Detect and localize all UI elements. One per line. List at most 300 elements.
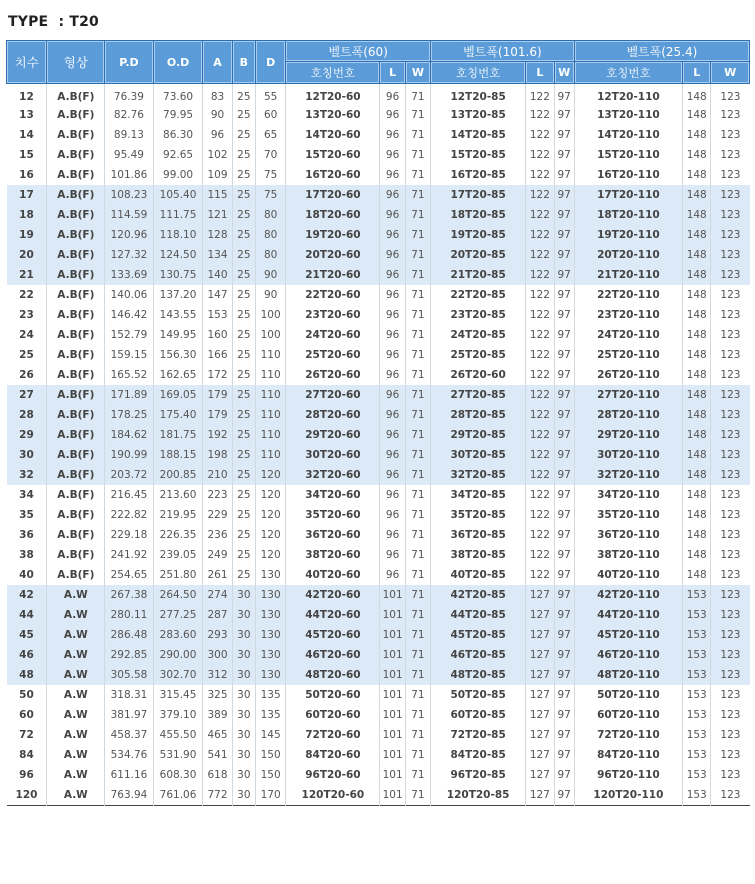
cell-w-60: 71 xyxy=(405,125,430,145)
cell-b: 30 xyxy=(232,745,255,765)
cell-size: 28 xyxy=(7,405,47,425)
cell-l-25: 148 xyxy=(683,225,711,245)
cell-l-60: 101 xyxy=(380,685,405,705)
cell-l-60: 101 xyxy=(380,665,405,685)
cell-w-60: 71 xyxy=(405,385,430,405)
cell-code-101: 15T20-85 xyxy=(431,145,526,165)
cell-l-60: 96 xyxy=(380,185,405,205)
cell-a: 115 xyxy=(203,185,232,205)
cell-shape: A.B(F) xyxy=(47,225,105,245)
cell-od: 92.65 xyxy=(153,145,203,165)
col-code-60: 호칭번호 xyxy=(286,62,380,84)
cell-code-60: 24T20-60 xyxy=(286,325,380,345)
cell-code-101: 23T20-85 xyxy=(431,305,526,325)
cell-b: 25 xyxy=(232,545,255,565)
cell-d: 90 xyxy=(255,265,285,285)
cell-l-101: 127 xyxy=(526,625,554,645)
cell-size: 16 xyxy=(7,165,47,185)
cell-shape: A.W xyxy=(47,725,105,745)
cell-w-25: 123 xyxy=(720,289,741,301)
cell-code-60: 20T20-60 xyxy=(286,245,380,265)
cell-b: 25 xyxy=(232,245,255,265)
cell-pd: 140.06 xyxy=(105,285,154,305)
cell-w-25: 123 xyxy=(711,245,750,265)
cell-w-60: 71 xyxy=(405,425,430,445)
cell-l-25: 153 xyxy=(683,685,711,705)
col-l-25: L xyxy=(683,62,711,84)
cell-w-60: 71 xyxy=(405,225,430,245)
cell-code-60: 38T20-60 xyxy=(286,545,380,565)
cell-b: 25 xyxy=(232,485,255,505)
cell-a: 198 xyxy=(203,445,232,465)
cell-w-60: 71 xyxy=(405,545,430,565)
cell-code-101: 30T20-85 xyxy=(431,445,526,465)
cell-code-25: 60T20-110 xyxy=(574,705,682,725)
cell-code-60: 84T20-60 xyxy=(286,745,380,765)
cell-shape: A.B(F) xyxy=(47,405,105,425)
cell-w-101: 97 xyxy=(554,725,574,745)
cell-a: 134 xyxy=(203,245,232,265)
cell-size: 29 xyxy=(7,425,47,445)
cell-l-60: 96 xyxy=(380,225,405,245)
table-row xyxy=(7,385,750,405)
cell-w-60: 71 xyxy=(405,745,430,765)
cell-pd: 184.62 xyxy=(105,425,154,445)
cell-b: 25 xyxy=(232,365,255,385)
cell-l-101: 122 xyxy=(526,245,554,265)
cell-w-101: 97 xyxy=(554,205,574,225)
cell-od: 455.50 xyxy=(153,725,203,745)
cell-code-101: 21T20-85 xyxy=(431,265,526,285)
cell-w-25: 123 xyxy=(720,489,741,501)
cell-od: 124.50 xyxy=(153,245,203,265)
cell-b: 30 xyxy=(232,765,255,785)
cell-code-101: 40T20-85 xyxy=(431,565,526,585)
table-row xyxy=(7,625,750,645)
cell-w-25: 123 xyxy=(720,549,741,561)
cell-w-25: 123 xyxy=(720,689,741,701)
cell-w-25: 123 xyxy=(720,129,741,141)
cell-w-60: 71 xyxy=(405,785,430,806)
cell-code-60: 17T20-60 xyxy=(286,185,380,205)
cell-pd: 292.85 xyxy=(105,645,154,665)
cell-code-60: 35T20-60 xyxy=(286,505,380,525)
cell-w-60: 71 xyxy=(405,465,430,485)
cell-a: 166 xyxy=(203,345,232,365)
cell-code-25: 25T20-110 xyxy=(574,345,682,365)
cell-a: 287 xyxy=(203,605,232,625)
cell-code-60: 12T20-60 xyxy=(286,84,380,106)
table-row xyxy=(7,705,750,725)
cell-a: 325 xyxy=(203,685,232,705)
cell-w-101: 97 xyxy=(554,645,574,665)
cell-code-25: 20T20-110 xyxy=(574,245,682,265)
cell-a: 96 xyxy=(203,125,232,145)
cell-l-101: 122 xyxy=(526,84,554,106)
cell-pd: 318.31 xyxy=(105,685,154,705)
cell-shape: A.B(F) xyxy=(47,245,105,265)
cell-w-60: 71 xyxy=(405,365,430,385)
cell-pd: 178.25 xyxy=(105,405,154,425)
cell-code-101: 44T20-85 xyxy=(431,605,526,625)
table-row xyxy=(7,125,750,145)
cell-w-60: 71 xyxy=(405,625,430,645)
cell-code-101: 45T20-85 xyxy=(431,625,526,645)
cell-d: 130 xyxy=(255,665,285,685)
cell-code-101: 36T20-85 xyxy=(431,525,526,545)
cell-code-60: 30T20-60 xyxy=(286,445,380,465)
cell-code-101: 14T20-85 xyxy=(431,125,526,145)
table-row xyxy=(7,785,750,806)
type-title: TYPE : T20 xyxy=(8,14,99,30)
cell-code-25: 18T20-110 xyxy=(574,205,682,225)
table-row xyxy=(7,445,750,465)
cell-l-25: 148 xyxy=(683,285,711,305)
cell-code-25: 26T20-110 xyxy=(574,365,682,385)
cell-code-101: 42T20-85 xyxy=(431,585,526,605)
cell-l-60: 96 xyxy=(380,385,405,405)
cell-l-25: 148 xyxy=(683,405,711,425)
cell-code-25: 29T20-110 xyxy=(574,425,682,445)
cell-w-60: 71 xyxy=(405,245,430,265)
cell-l-101: 122 xyxy=(526,525,554,545)
cell-l-60: 96 xyxy=(380,525,405,545)
spec-table xyxy=(6,40,750,806)
table-row xyxy=(7,265,750,285)
cell-code-25: 28T20-110 xyxy=(574,405,682,425)
table-row xyxy=(7,205,750,225)
cell-shape: A.B(F) xyxy=(47,145,105,165)
cell-d: 120 xyxy=(255,485,285,505)
cell-pd: 159.15 xyxy=(105,345,154,365)
cell-l-101: 122 xyxy=(526,345,554,365)
cell-b: 30 xyxy=(232,725,255,745)
cell-od: 213.60 xyxy=(153,485,203,505)
cell-l-60: 96 xyxy=(380,105,405,125)
cell-w-60: 71 xyxy=(405,765,430,785)
cell-code-25: 16T20-110 xyxy=(574,165,682,185)
table-header xyxy=(7,41,750,84)
cell-w-25: 123 xyxy=(711,425,750,445)
col-shape: 형상 xyxy=(47,41,105,84)
table-row xyxy=(7,505,750,525)
cell-l-25: 153 xyxy=(683,785,711,806)
cell-a: 153 xyxy=(203,305,232,325)
cell-size: 27 xyxy=(7,385,47,405)
cell-shape: A.B(F) xyxy=(47,545,105,565)
cell-pd: 82.76 xyxy=(105,105,154,125)
cell-w-101: 97 xyxy=(554,405,574,425)
cell-pd: 229.18 xyxy=(105,525,154,545)
cell-size: 40 xyxy=(7,565,47,585)
cell-w-60: 71 xyxy=(405,105,430,125)
cell-l-101: 127 xyxy=(526,585,554,605)
cell-code-101: 18T20-85 xyxy=(431,205,526,225)
cell-pd: 222.82 xyxy=(105,505,154,525)
cell-l-60: 101 xyxy=(380,605,405,625)
cell-shape: A.W xyxy=(47,665,105,685)
cell-od: 379.10 xyxy=(153,705,203,725)
cell-b: 25 xyxy=(232,285,255,305)
cell-w-101: 97 xyxy=(554,345,574,365)
cell-od: 111.75 xyxy=(153,205,203,225)
cell-shape: A.B(F) xyxy=(47,325,105,345)
cell-pd: 286.48 xyxy=(105,625,154,645)
cell-w-101: 97 xyxy=(554,605,574,625)
cell-w-60: 71 xyxy=(405,685,430,705)
cell-l-60: 101 xyxy=(380,625,405,645)
table-row xyxy=(7,485,750,505)
cell-od: 149.95 xyxy=(153,325,203,345)
cell-code-25: 23T20-110 xyxy=(574,305,682,325)
cell-d: 55 xyxy=(255,84,285,106)
cell-shape: A.B(F) xyxy=(47,365,105,385)
cell-code-60: 19T20-60 xyxy=(286,225,380,245)
cell-w-60: 71 xyxy=(405,405,430,425)
cell-w-101: 97 xyxy=(554,665,574,685)
cell-b: 25 xyxy=(232,185,255,205)
table-row xyxy=(7,365,750,385)
cell-w-101: 97 xyxy=(554,425,574,445)
cell-pd: 152.79 xyxy=(105,325,154,345)
cell-l-101: 122 xyxy=(526,365,554,385)
cell-a: 147 xyxy=(203,285,232,305)
cell-code-60: 18T20-60 xyxy=(286,205,380,225)
cell-l-101: 122 xyxy=(526,165,554,185)
cell-code-25: 42T20-110 xyxy=(574,585,682,605)
cell-w-101: 97 xyxy=(554,185,574,205)
table-row xyxy=(7,565,750,585)
cell-a: 121 xyxy=(203,205,232,225)
cell-d: 100 xyxy=(255,305,285,325)
table-row xyxy=(7,245,750,265)
cell-d: 135 xyxy=(255,705,285,725)
cell-w-60: 71 xyxy=(405,165,430,185)
cell-size: 84 xyxy=(7,745,47,765)
cell-l-101: 122 xyxy=(526,305,554,325)
cell-w-25: 123 xyxy=(711,605,750,625)
cell-d: 150 xyxy=(255,765,285,785)
cell-size: 24 xyxy=(7,325,47,345)
table-row xyxy=(7,605,750,625)
cell-shape: A.B(F) xyxy=(47,485,105,505)
cell-shape: A.B(F) xyxy=(47,84,105,106)
cell-d: 75 xyxy=(255,165,285,185)
cell-l-25: 148 xyxy=(683,265,711,285)
cell-w-101: 97 xyxy=(554,225,574,245)
cell-b: 25 xyxy=(232,385,255,405)
cell-l-60: 96 xyxy=(380,545,405,565)
cell-w-60: 71 xyxy=(405,145,430,165)
col-pd: P.D xyxy=(105,41,154,84)
table-row xyxy=(7,325,750,345)
cell-code-101: 72T20-85 xyxy=(431,725,526,745)
cell-w-25: 123 xyxy=(720,709,741,721)
cell-code-25: 45T20-110 xyxy=(574,625,682,645)
cell-shape: A.W xyxy=(47,645,105,665)
cell-b: 25 xyxy=(232,145,255,165)
cell-w-25: 123 xyxy=(711,385,750,405)
cell-size: 35 xyxy=(7,505,47,525)
cell-code-25: 72T20-110 xyxy=(574,725,682,745)
cell-w-101: 97 xyxy=(554,505,574,525)
cell-w-60: 71 xyxy=(405,305,430,325)
cell-w-60: 71 xyxy=(405,285,430,305)
cell-l-101: 122 xyxy=(526,385,554,405)
cell-pd: 165.52 xyxy=(105,365,154,385)
cell-od: 169.05 xyxy=(153,385,203,405)
cell-l-60: 96 xyxy=(380,305,405,325)
cell-b: 25 xyxy=(232,84,255,106)
cell-pd: 146.42 xyxy=(105,305,154,325)
cell-w-60: 71 xyxy=(405,485,430,505)
cell-shape: A.B(F) xyxy=(47,305,105,325)
cell-w-60: 71 xyxy=(405,84,430,106)
cell-od: 137.20 xyxy=(153,285,203,305)
table-row xyxy=(7,105,750,125)
cell-l-25: 148 xyxy=(683,125,711,145)
cell-shape: A.W xyxy=(47,685,105,705)
table-row xyxy=(7,685,750,705)
cell-l-60: 96 xyxy=(380,125,405,145)
group-belt-60: 벨트폭(60) xyxy=(286,41,431,62)
cell-l-60: 96 xyxy=(380,205,405,225)
cell-l-25: 153 xyxy=(683,665,711,685)
cell-l-25: 148 xyxy=(683,245,711,265)
cell-code-101: 13T20-85 xyxy=(431,105,526,125)
cell-pd: 267.38 xyxy=(105,585,154,605)
cell-od: 315.45 xyxy=(153,685,203,705)
cell-l-101: 127 xyxy=(526,785,554,806)
cell-l-101: 122 xyxy=(526,465,554,485)
col-w-101: W xyxy=(554,62,574,84)
cell-code-101: 38T20-85 xyxy=(431,545,526,565)
cell-code-25: 120T20-110 xyxy=(574,785,682,806)
cell-pd: 458.37 xyxy=(105,725,154,745)
cell-l-60: 101 xyxy=(380,725,405,745)
cell-b: 30 xyxy=(232,625,255,645)
cell-code-101: 20T20-85 xyxy=(431,245,526,265)
cell-w-25: 123 xyxy=(720,109,741,121)
cell-l-60: 101 xyxy=(380,765,405,785)
col-size: 치수 xyxy=(7,41,47,84)
cell-shape: A.B(F) xyxy=(47,425,105,445)
cell-a: 261 xyxy=(203,565,232,585)
cell-a: 274 xyxy=(203,585,232,605)
col-b: B xyxy=(232,41,255,84)
cell-l-101: 127 xyxy=(526,665,554,685)
cell-code-101: 60T20-85 xyxy=(431,705,526,725)
cell-pd: 101.86 xyxy=(105,165,154,185)
cell-shape: A.B(F) xyxy=(47,505,105,525)
cell-code-60: 28T20-60 xyxy=(286,405,380,425)
cell-d: 80 xyxy=(255,225,285,245)
cell-d: 120 xyxy=(255,525,285,545)
cell-pd: 133.69 xyxy=(105,265,154,285)
cell-l-101: 127 xyxy=(526,765,554,785)
cell-od: 239.05 xyxy=(153,545,203,565)
cell-l-25: 148 xyxy=(683,425,711,445)
cell-od: 175.40 xyxy=(153,405,203,425)
cell-a: 389 xyxy=(203,705,232,725)
cell-l-101: 122 xyxy=(526,125,554,145)
cell-code-101: 35T20-85 xyxy=(431,505,526,525)
cell-pd: 89.13 xyxy=(105,125,154,145)
cell-pd: 120.96 xyxy=(105,225,154,245)
cell-shape: A.W xyxy=(47,585,105,605)
cell-w-25: 123 xyxy=(711,645,750,665)
cell-w-25: 123 xyxy=(720,349,741,361)
cell-d: 80 xyxy=(255,205,285,225)
cell-size: 26 xyxy=(7,365,47,385)
cell-a: 179 xyxy=(203,385,232,405)
cell-code-25: 50T20-110 xyxy=(574,685,682,705)
cell-shape: A.B(F) xyxy=(47,345,105,365)
cell-w-101: 97 xyxy=(554,105,574,125)
cell-od: 283.60 xyxy=(153,625,203,645)
cell-l-25: 148 xyxy=(683,505,711,525)
cell-od: 264.50 xyxy=(153,585,203,605)
cell-a: 229 xyxy=(203,505,232,525)
cell-b: 25 xyxy=(232,125,255,145)
group-belt-25: 벨트폭(25.4) xyxy=(574,41,749,62)
cell-size: 17 xyxy=(7,185,47,205)
cell-b: 25 xyxy=(232,425,255,445)
cell-code-60: 48T20-60 xyxy=(286,665,380,685)
table-row xyxy=(7,725,750,745)
col-w-25: W xyxy=(711,62,750,84)
cell-l-101: 122 xyxy=(526,105,554,125)
cell-l-101: 122 xyxy=(526,285,554,305)
cell-pd: 190.99 xyxy=(105,445,154,465)
cell-code-60: 22T20-60 xyxy=(286,285,380,305)
cell-w-25: 123 xyxy=(711,185,750,205)
table-row xyxy=(7,165,750,185)
cell-w-101: 97 xyxy=(554,84,574,106)
cell-w-101: 97 xyxy=(554,485,574,505)
cell-pd: 108.23 xyxy=(105,185,154,205)
cell-shape: A.W xyxy=(47,765,105,785)
cell-l-101: 127 xyxy=(526,745,554,765)
cell-pd: 127.32 xyxy=(105,245,154,265)
cell-w-60: 71 xyxy=(405,525,430,545)
cell-l-101: 122 xyxy=(526,265,554,285)
cell-w-25: 123 xyxy=(711,625,750,645)
cell-code-60: 36T20-60 xyxy=(286,525,380,545)
cell-shape: A.W xyxy=(47,745,105,765)
cell-w-60: 71 xyxy=(405,565,430,585)
cell-w-25: 123 xyxy=(711,225,750,245)
cell-w-60: 71 xyxy=(405,265,430,285)
cell-code-101: 28T20-85 xyxy=(431,405,526,425)
cell-pd: 305.58 xyxy=(105,665,154,685)
cell-od: 143.55 xyxy=(153,305,203,325)
cell-size: 60 xyxy=(7,705,47,725)
cell-w-25: 123 xyxy=(720,169,741,181)
cell-w-101: 97 xyxy=(554,525,574,545)
cell-l-101: 122 xyxy=(526,505,554,525)
cell-b: 30 xyxy=(232,585,255,605)
cell-l-60: 101 xyxy=(380,745,405,765)
cell-code-60: 120T20-60 xyxy=(286,785,380,806)
cell-d: 120 xyxy=(255,505,285,525)
cell-w-60: 71 xyxy=(405,705,430,725)
cell-size: 120 xyxy=(7,785,47,806)
cell-d: 120 xyxy=(255,545,285,565)
cell-a: 210 xyxy=(203,465,232,485)
cell-l-25: 148 xyxy=(683,185,711,205)
cell-w-60: 71 xyxy=(405,345,430,365)
